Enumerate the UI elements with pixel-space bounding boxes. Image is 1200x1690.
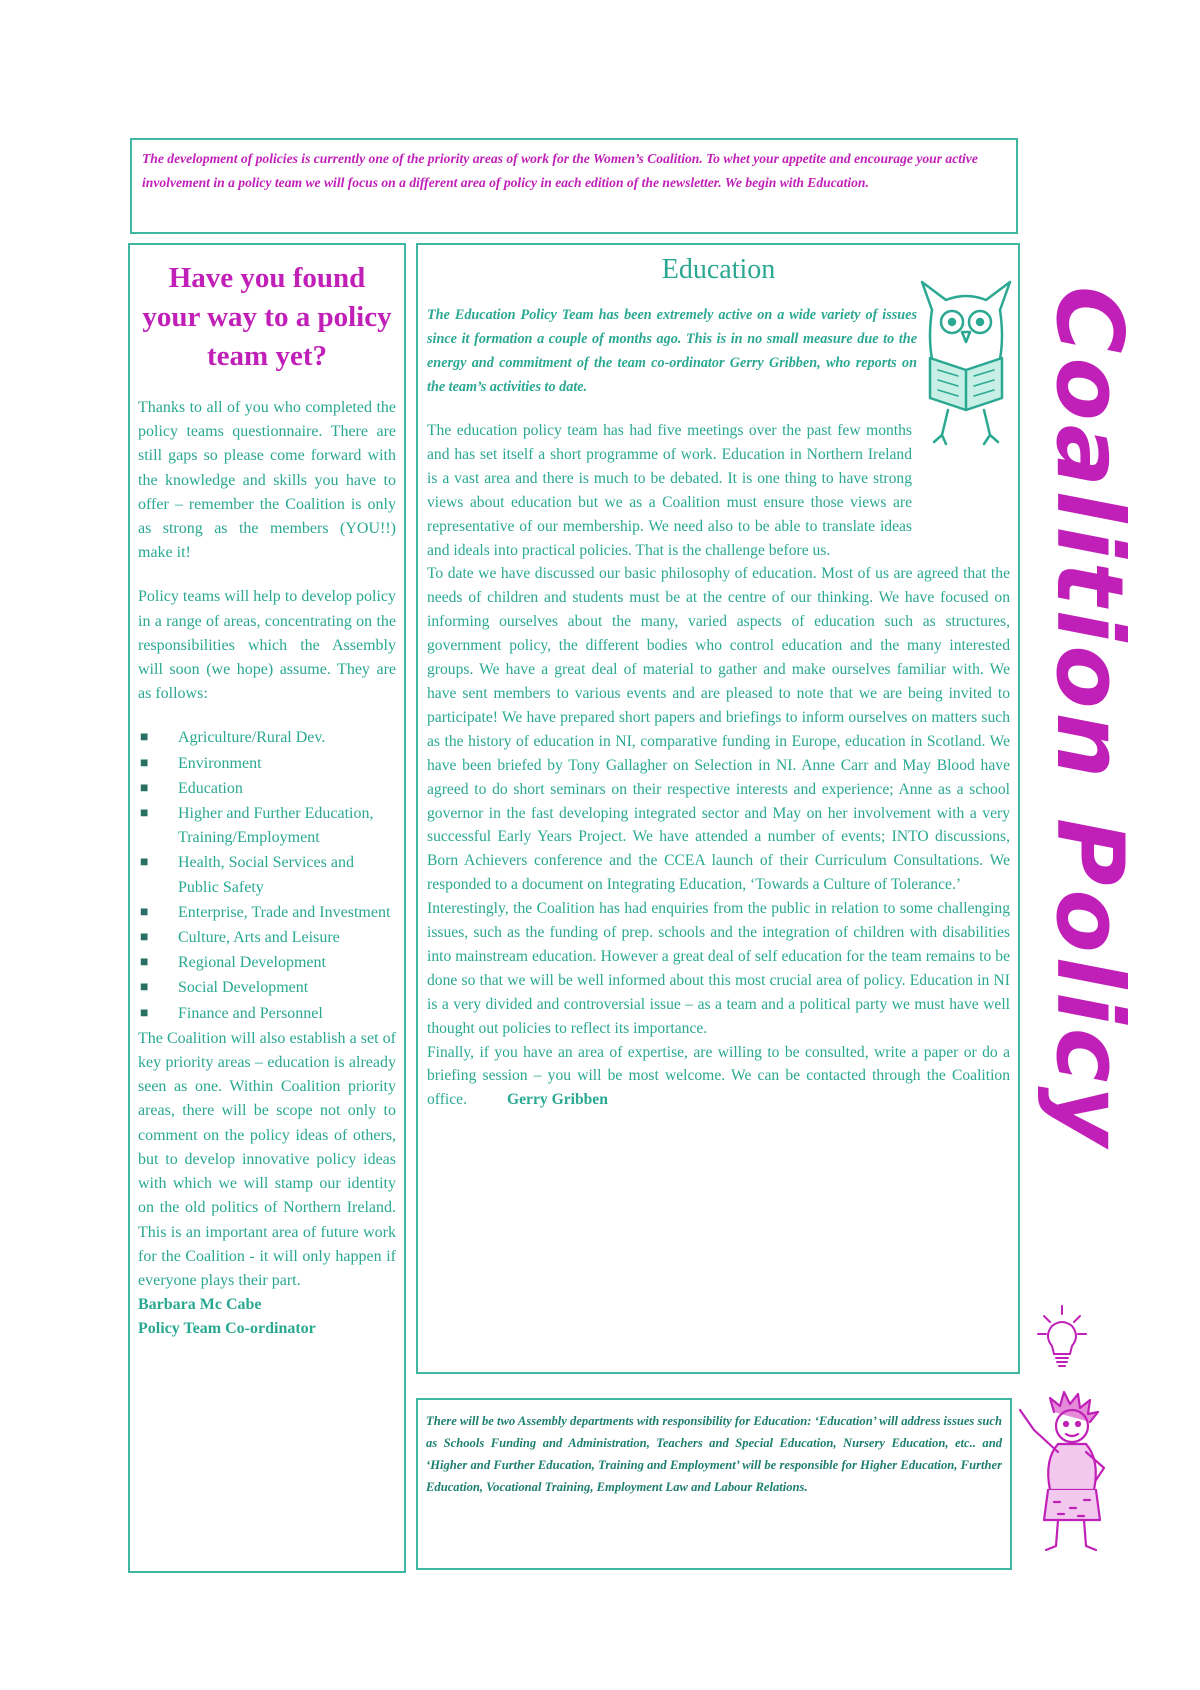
left-paragraph-priorities: The Coalition will also establish a set of key priority areas – education is already seen as one. Within Coalition priority areas, there will be scope not only to comment on the policy ideas of others, but to develop innovative policy ideas with which we will stamp our identity on the old politics of Northern Ireland. This is an important area of future work for the Coalition - it will only happen if everyone plays their part. (138, 1029, 396, 1289)
bullet-icon: ■ (140, 904, 149, 920)
bullet-icon: ■ (140, 806, 149, 822)
list-item: ■ Higher and Further Education, Training/Employment (138, 802, 396, 850)
list-item: ■ Environment (138, 752, 396, 776)
assembly-departments-note (416, 1398, 1012, 1570)
article-paragraph-final: Finally, if you have an area of expertise, are willing to be consulted, write a paper or do a briefing session – you will be most welcome. We can be contacted through the Coalition office. Gerry Gribben (427, 1043, 1010, 1109)
list-item: ■ Culture, Arts and Leisure (138, 926, 396, 950)
list-item: ■ Regional Development (138, 951, 396, 975)
bullet-icon: ■ (140, 855, 149, 871)
article-signature: Gerry Gribben (506, 1091, 608, 1109)
light-bulb-icon (1036, 1302, 1088, 1374)
signature-name: Barbara Mc Cabe (138, 1296, 262, 1314)
list-item: ■ Finance and Personnel (138, 1002, 396, 1026)
bullet-icon: ■ (140, 930, 149, 946)
note-text: There will be two Assembly departments with responsibility for Education: ‘Education’ will address issues such as Schools Funding and Administration, Teachers and Special Education, Nursery Education, etc.. and ‘Higher and Further Education, Training and Employment’ will be responsible for Higher Education, Further Education, Vocational Training, Employment Law and Labour Relations. (426, 1414, 1002, 1494)
list-item: ■ Enterprise, Trade and Investment (138, 901, 396, 925)
intro-banner (130, 138, 1018, 234)
left-paragraph-teams: Policy teams will help to develop policy in a range of areas, concentrating on the responsibilities which the Assembly will soon (we hope) assume. They are as follows: (138, 588, 396, 703)
vertical-title: Coalition Policy (1036, 285, 1143, 1151)
article-paragraph: The education policy team has had five meetings over the past few months and has set itself a short programme of work. Education in Northern Ireland is a vast area and there is much to be debated. It is one thing to have strong views about education but we as a Coalition must ensure those views are representative of our membership. We need also to be able to translate ideas and ideals into practical policies. That is the challenge before us. (427, 422, 912, 559)
vertical-title-container (1034, 138, 1144, 1298)
list-item: ■ Social Development (138, 976, 396, 1000)
article-paragraph: Interestingly, the Coalition has had enquiries from the public in relation to some challenging issues, such as the funding of prep. schools and the integration of children with disabilities into mainstream education. However a great deal of self education for the team remains to be done so that we will be well informed about this most crucial area of policy. Education in NI is a very divided and controversial issue – as a team and a political party we must have well thought out policies to reflect its importance. (427, 900, 1010, 1037)
bullet-icon: ■ (140, 1005, 149, 1021)
bullet-icon: ■ (140, 780, 149, 796)
left-heading: Have you found your way to a policy team yet? (142, 262, 392, 372)
bullet-icon: ■ (140, 980, 149, 996)
list-item: ■ Health, Social Services and Public Safety (138, 851, 396, 899)
policy-team-list (138, 726, 396, 1025)
intro-text: The development of policies is currently one of the priority areas of work for the Women’s Coalition. To whet your appetite and encourage your active involvement in a policy team we will focus on a different area of policy in each edition of the newsletter. We begin with Education. (142, 151, 978, 190)
reading-owl-icon (912, 270, 1020, 450)
woman-with-pointer-icon (1014, 1390, 1124, 1558)
left-paragraph-thanks: Thanks to all of you who completed the policy teams questionnaire. There are still gaps so please come forward with the knowledge and skills you have to offer – remember the Coalition is only as strong as the members (YOU!!) make it! (138, 399, 396, 562)
list-item: ■ Agriculture/Rural Dev. (138, 726, 396, 750)
left-column (128, 243, 406, 1573)
bullet-icon: ■ (140, 755, 149, 771)
signature-role: Policy Team Co-ordinator (138, 1320, 316, 1338)
bullet-icon: ■ (140, 730, 149, 746)
article-lead: The Education Policy Team has been extremely active on a wide variety of issues since it formation a couple of months ago. This is in no small measure due to the energy and commitment of the team co-ordinator Gerry Gribben, who reports on the team’s activities to date. (427, 307, 917, 395)
list-item: ■ Education (138, 777, 396, 801)
bullet-icon: ■ (140, 955, 149, 971)
article-paragraph: To date we have discussed our basic philosophy of education. Most of us are agreed that the needs of children and students must be at the centre of our thinking. We have focused on informing ourselves about the many, varied aspects of education such as structures, government policy, the different bodies who control education and the many interested groups. We have a great deal of material to gather and make ourselves familiar with. We have sent members to various events and are pleased to note that we are being invited to participate! We have prepared short papers and briefings to inform ourselves on matters such as the history of education in NI, comparative funding in Europe, education in Scotland. We have been briefed by Tony Gallagher on Selection in NI. Anne Carr and May Blood have agreed to do short seminars on their respective interests and experience; Anne as a school governor in the fast developing integrated sector and May on her involvement with a very successful Early Years Project. We have attended a number of events; INTO discussions, Born Achievers conference and the CCEA launch of their Curriculum Consultations. We responded to a document on Integrating Education, ‘Towards a Culture of Tolerance.’ (427, 565, 1010, 894)
article-title: Education (661, 254, 776, 285)
